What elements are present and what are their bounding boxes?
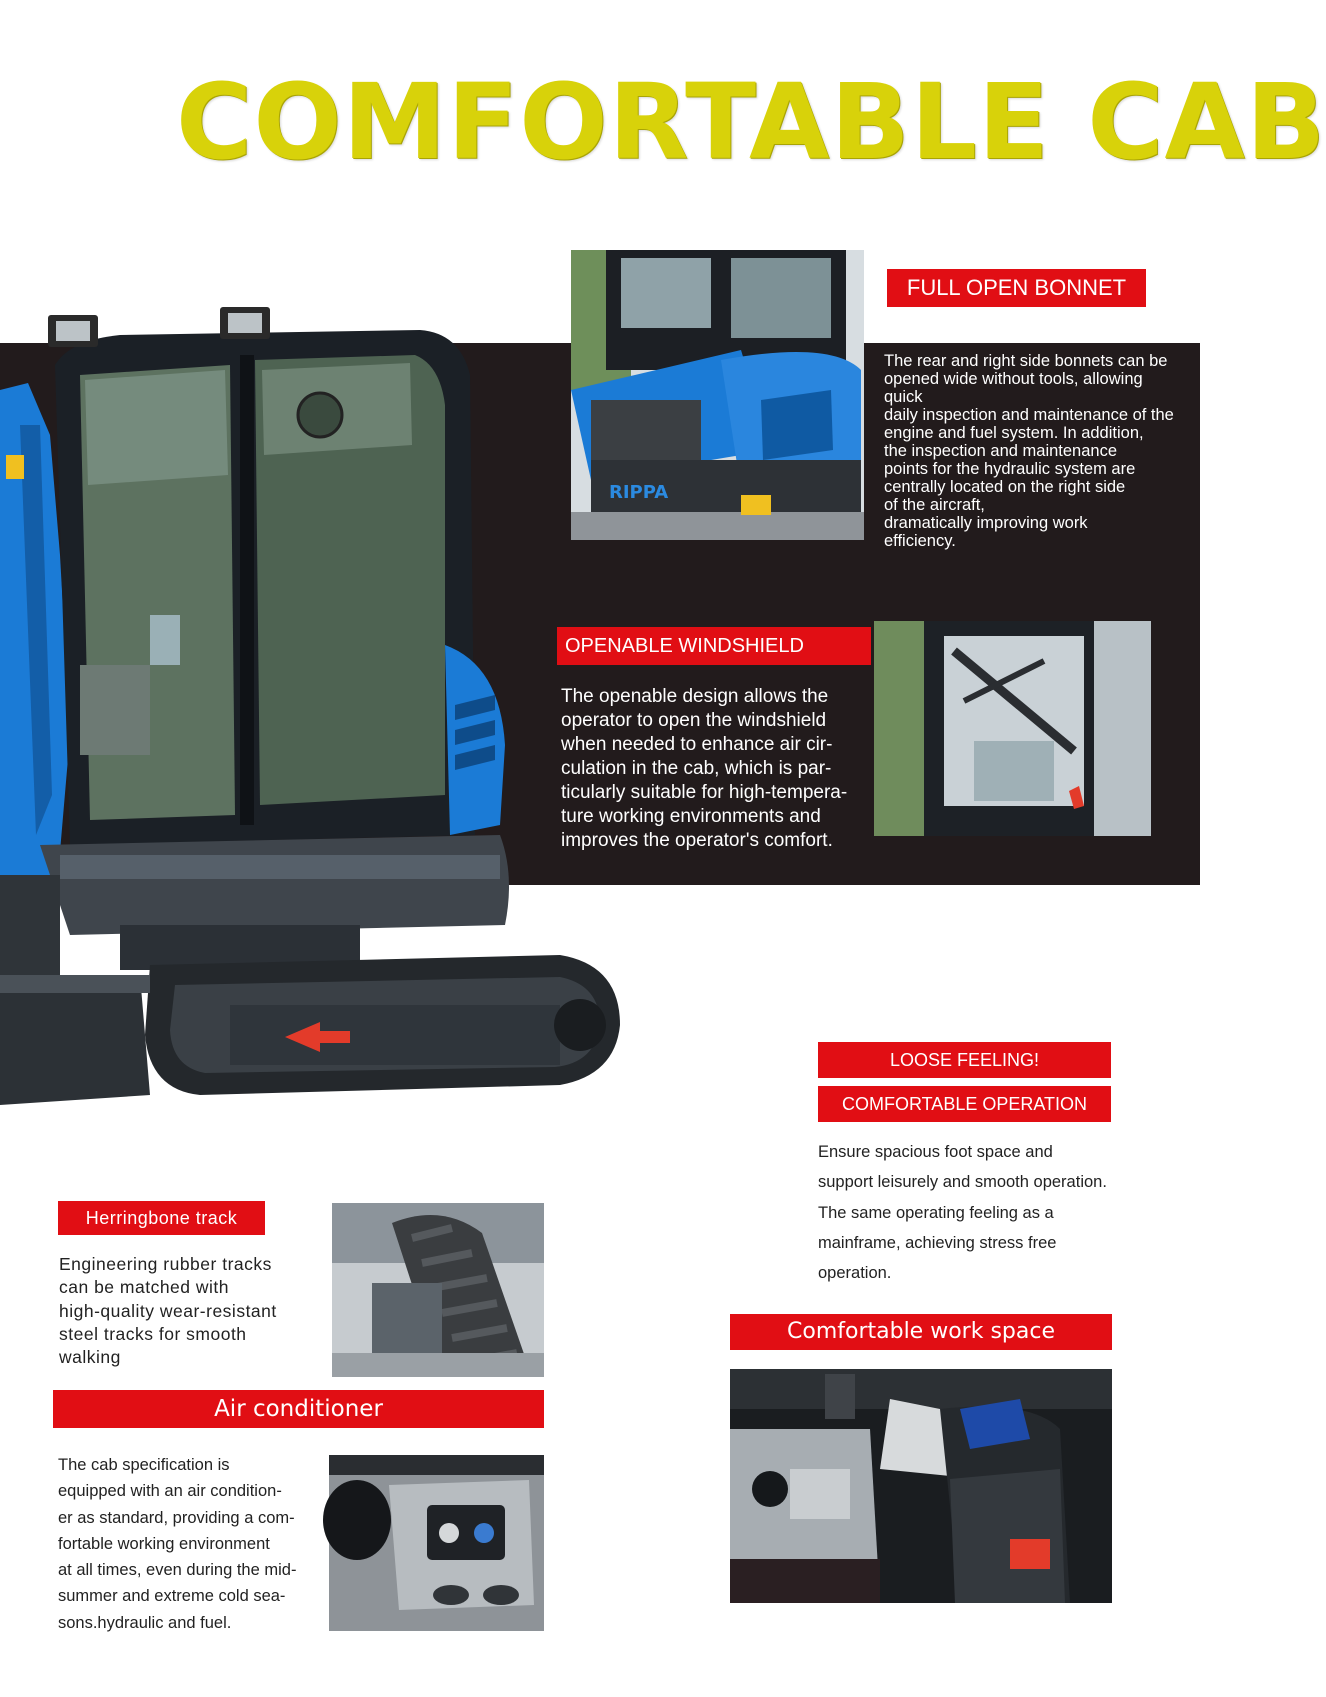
bonnet-text-line: the inspection and maintenance xyxy=(884,442,1117,460)
operation-text-line: mainframe, achieving stress free xyxy=(818,1233,1057,1252)
bonnet-text-line: points for the hydraulic system are xyxy=(884,460,1136,478)
bonnet-photo xyxy=(571,250,864,540)
excavator-cab-image xyxy=(0,315,640,1175)
track-text xyxy=(59,1253,319,1369)
air-conditioner-label: Air conditioner xyxy=(53,1390,544,1428)
full-open-bonnet-label: FULL OPEN BONNET xyxy=(887,269,1146,307)
bonnet-text-line: efficiency. xyxy=(884,532,956,550)
herringbone-track-label: Herringbone track xyxy=(58,1201,265,1235)
operation-text-line: operation. xyxy=(818,1264,892,1283)
windshield-text-line: when needed to enhance air cir- xyxy=(561,734,833,755)
aircon-text-line: fortable working environment xyxy=(58,1534,270,1553)
aircon-text-line: at all times, even during the mid- xyxy=(58,1561,297,1580)
track-text-line: high-quality wear-resistant xyxy=(59,1300,277,1321)
herringbone-track-photo xyxy=(332,1203,544,1377)
bonnet-text xyxy=(884,352,1184,550)
bonnet-text-line: centrally located on the right side xyxy=(884,478,1126,496)
windshield-text xyxy=(561,685,881,853)
comfortable-work-space-label: Comfortable work space xyxy=(730,1314,1112,1350)
air-conditioner-photo xyxy=(329,1455,544,1631)
aircon-text-line: The cab specification is xyxy=(58,1456,230,1474)
windshield-text-line: ture working environments and xyxy=(561,806,821,827)
bonnet-text-line: daily inspection and maintenance of the xyxy=(884,406,1174,424)
bonnet-text-line: dramatically improving work xyxy=(884,514,1088,532)
bonnet-text-line: The rear and right side bonnets can be xyxy=(884,352,1168,370)
loose-feeling-label: LOOSE FEELING! xyxy=(818,1042,1111,1078)
operation-text-line: support leisurely and smooth operation. xyxy=(818,1173,1107,1192)
track-text-line: can be matched with xyxy=(59,1277,230,1298)
operation-text-line: Ensure spacious foot space and xyxy=(818,1143,1053,1161)
bonnet-text-line: engine and fuel system. In addition, xyxy=(884,424,1144,442)
comfortable-operation-label: COMFORTABLE OPERATION xyxy=(818,1086,1111,1122)
windshield-text-line: improves the operator's comfort. xyxy=(561,830,833,851)
track-text-line: Engineering rubber tracks xyxy=(59,1254,272,1274)
aircon-text-line: summer and extreme cold sea- xyxy=(58,1587,286,1606)
work-space-photo xyxy=(730,1369,1112,1603)
openable-windshield-label: OPENABLE WINDSHIELD xyxy=(557,627,871,665)
operation-text-line: The same operating feeling as a xyxy=(818,1203,1054,1222)
page-title: COMFORTABLE CAB xyxy=(176,61,1326,183)
track-text-line: steel tracks for smooth xyxy=(59,1323,247,1344)
track-text-line: walking xyxy=(59,1347,121,1368)
aircon-text-line: er as standard, providing a com- xyxy=(58,1508,295,1527)
bonnet-text-line: of the aircraft, xyxy=(884,496,985,514)
windshield-photo xyxy=(874,621,1151,836)
rippa-logo: RIPPA xyxy=(609,482,669,503)
operation-text xyxy=(818,1137,1118,1288)
aircon-text-line: equipped with an air condition- xyxy=(58,1482,282,1501)
bonnet-text-line: opened wide without tools, allowing quick xyxy=(884,370,1143,406)
aircon-text-line: sons.hydraulic and fuel. xyxy=(58,1613,232,1632)
windshield-text-line: culation in the cab, which is par- xyxy=(561,758,832,779)
aircon-text xyxy=(58,1452,328,1636)
windshield-text-line: The openable design allows the xyxy=(561,686,829,707)
windshield-text-line: operator to open the windshield xyxy=(561,710,827,731)
windshield-text-line: ticularly suitable for high-tempera- xyxy=(561,782,848,803)
